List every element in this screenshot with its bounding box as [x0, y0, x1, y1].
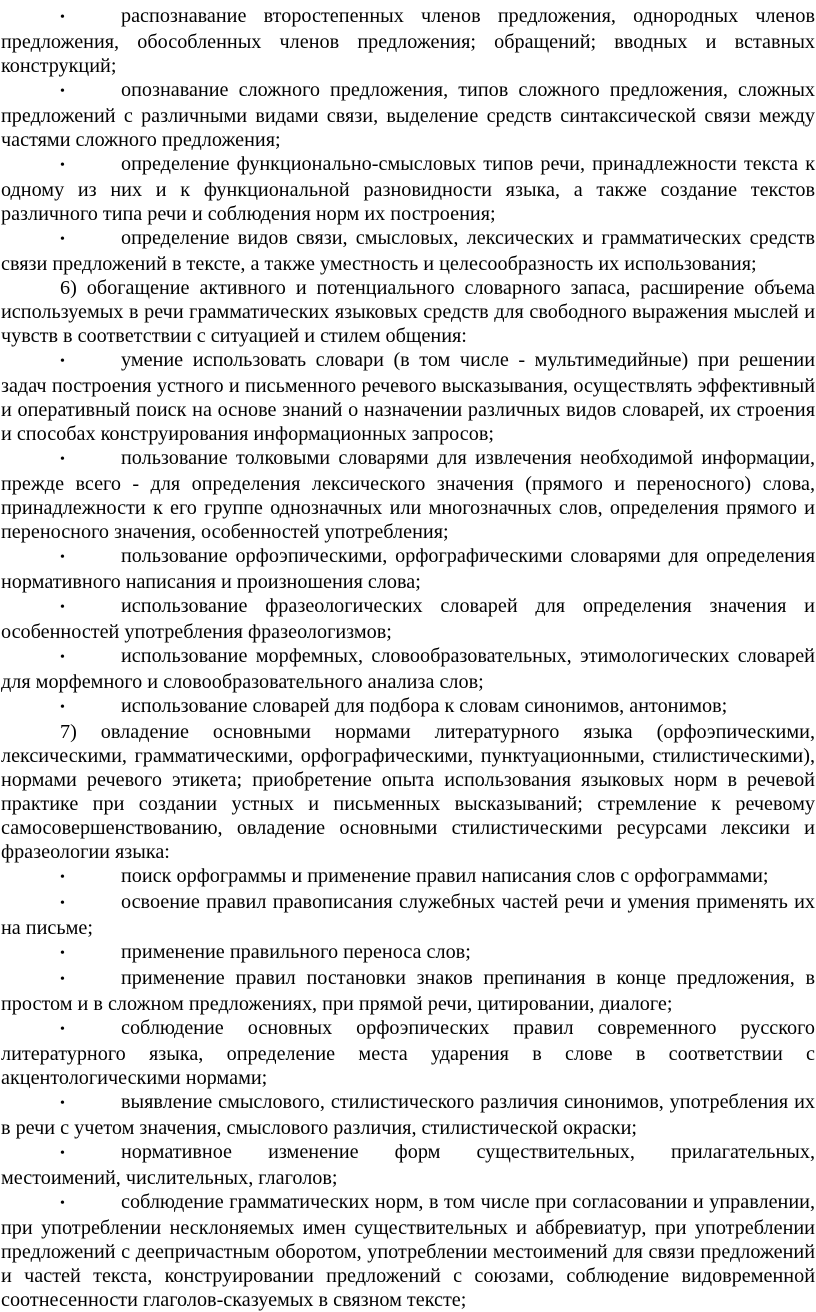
bullet-text: применение правильного переноса слов; [121, 941, 471, 963]
bullet-list-item [1, 78, 815, 152]
bullet-text: соблюдение основных орфоэпических правил современного русского литературного языка, определение места ударения в слове в соответствии с акцентологическими нормами; [1, 1017, 815, 1089]
bullet-icon: • [60, 84, 65, 99]
bullet-icon: • [60, 700, 65, 715]
bullet-list-item [1, 864, 815, 890]
bullet-text: применение правил постановки знаков препинания в конце предложения, в простом и в сложном предложениях, при прямой речи, цитировании, диалоге; [1, 967, 815, 1015]
bullet-list-item [1, 226, 815, 276]
numbered-paragraph: 7) овладение основными нормами литературного языка (орфоэпическими, лексическими, грамматическими, орфографическими, пунктуационными, стилистическими), нормами речевого этикета; приобретение опыта использования языковых норм в речевой практике при создании устных и письменных высказываний; стремление к речевому самосовершенствованию, овладение основными стилистическими ресурсами лексики и фразеологии языка: [1, 721, 815, 863]
numbered-paragraph: 6) обогащение активного и потенциального словарного запаса, расширение объема используемых в речи грамматических языковых средств для свободного выражения мыслей и чувств в соответствии с ситуацией и стилем общения: [1, 277, 815, 347]
bullet-icon: • [60, 354, 65, 369]
bullet-icon: • [60, 452, 65, 467]
bullet-list-item [1, 446, 815, 544]
bullet-list-item [1, 594, 815, 644]
bullet-icon: • [60, 158, 65, 173]
bullet-list-item [1, 544, 815, 594]
bullet-list-item [1, 1090, 815, 1140]
bullet-icon: • [60, 896, 65, 911]
bullet-list-item [1, 1016, 815, 1090]
bullet-icon: • [60, 232, 65, 247]
bullet-icon: • [60, 1022, 65, 1037]
bullet-icon: • [60, 10, 65, 25]
bullet-text: опознавание сложного предложения, типов сложного предложения, сложных предложений с различными видами связи, выделение средств синтаксической связи между частями сложного предложения; [1, 79, 815, 151]
bullet-list-item [1, 152, 815, 226]
bullet-text: умение использовать словари (в том числе - мультимедийные) при решении задач построения устного и письменного речевого высказывания, осуществлять эффективный и оперативный поиск на основе знаний о назначении различных видов словарей, их строения и способах конструирования информационных запросов; [1, 349, 815, 445]
bullet-text: пользование толковыми словарями для извлечения необходимой информации, прежде всего - для определения лексического значения (прямого и переносного) слова, принадлежности к его группе однозначных или многозначных слов, определения прямого и переносного значения, особенностей употребления; [1, 447, 815, 543]
bullet-icon: • [60, 870, 65, 885]
bullet-text: освоение правил правописания служебных частей речи и умения применять их на письме; [1, 891, 815, 939]
bullet-text: пользование орфоэпическими, орфографическими словарями для определения нормативного написания и произношения слова; [1, 545, 815, 593]
bullet-icon: • [60, 650, 65, 665]
bullet-list-item [1, 694, 815, 720]
bullet-icon: • [60, 1196, 65, 1211]
bullet-text: использование морфемных, словообразовательных, этимологических словарей для морфемного и словообразовательного анализа слов; [1, 645, 815, 693]
bullet-icon: • [60, 1146, 65, 1161]
bullet-text: использование словарей для подбора к словам синонимов, антонимов; [121, 695, 728, 717]
bullet-icon: • [60, 972, 65, 987]
bullet-list-item [1, 348, 815, 446]
bullet-text: распознавание второстепенных членов предложения, однородных членов предложения, обособленных членов предложения; обращений; вводных и вставных конструкций; [1, 5, 815, 77]
bullet-icon: • [60, 1096, 65, 1111]
bullet-text: поиск орфограммы и применение правил написания слов с орфограммами; [121, 865, 769, 887]
bullet-text: выявление смыслового, стилистического различия синонимов, употребления их в речи с учетом значения, смыслового различия, стилистической окраски; [1, 1091, 815, 1139]
bullet-text: определение функционально-смысловых типов речи, принадлежности текста к одному из них и к функциональной разновидности языка, а также создание текстов различного типа речи и соблюдения норм их построения; [1, 153, 815, 225]
bullet-text: использование фразеологических словарей для определения значения и особенностей употребления фразеологизмов; [1, 595, 815, 643]
bullet-icon: • [60, 550, 65, 565]
document-body [1, 4, 815, 1312]
bullet-list-item [1, 966, 815, 1016]
bullet-icon: • [60, 600, 65, 615]
bullet-text: нормативное изменение форм существительных, прилагательных, местоимений, числительных, глаголов; [1, 1141, 815, 1189]
bullet-text: определение видов связи, смысловых, лексических и грамматических средств связи предложений в тексте, а также уместность и целесообразность их использования; [1, 227, 815, 275]
bullet-list-item [1, 1190, 815, 1312]
bullet-list-item [1, 4, 815, 78]
bullet-list-item [1, 1140, 815, 1190]
bullet-icon: • [60, 946, 65, 961]
bullet-list-item [1, 890, 815, 940]
bullet-list-item [1, 940, 815, 966]
bullet-list-item [1, 644, 815, 694]
bullet-text: соблюдение грамматических норм, в том числе при согласовании и управлении, при употреблении несклоняемых имен существительных и аббревиатур, при употреблении предложений с деепричастным оборотом, употреблении местоимений для связи предложений и частей текста, конструировании предложений с союзами, соблюдение видовременной соотнесенности глаголов-сказуемых в связном тексте; [1, 1191, 815, 1311]
